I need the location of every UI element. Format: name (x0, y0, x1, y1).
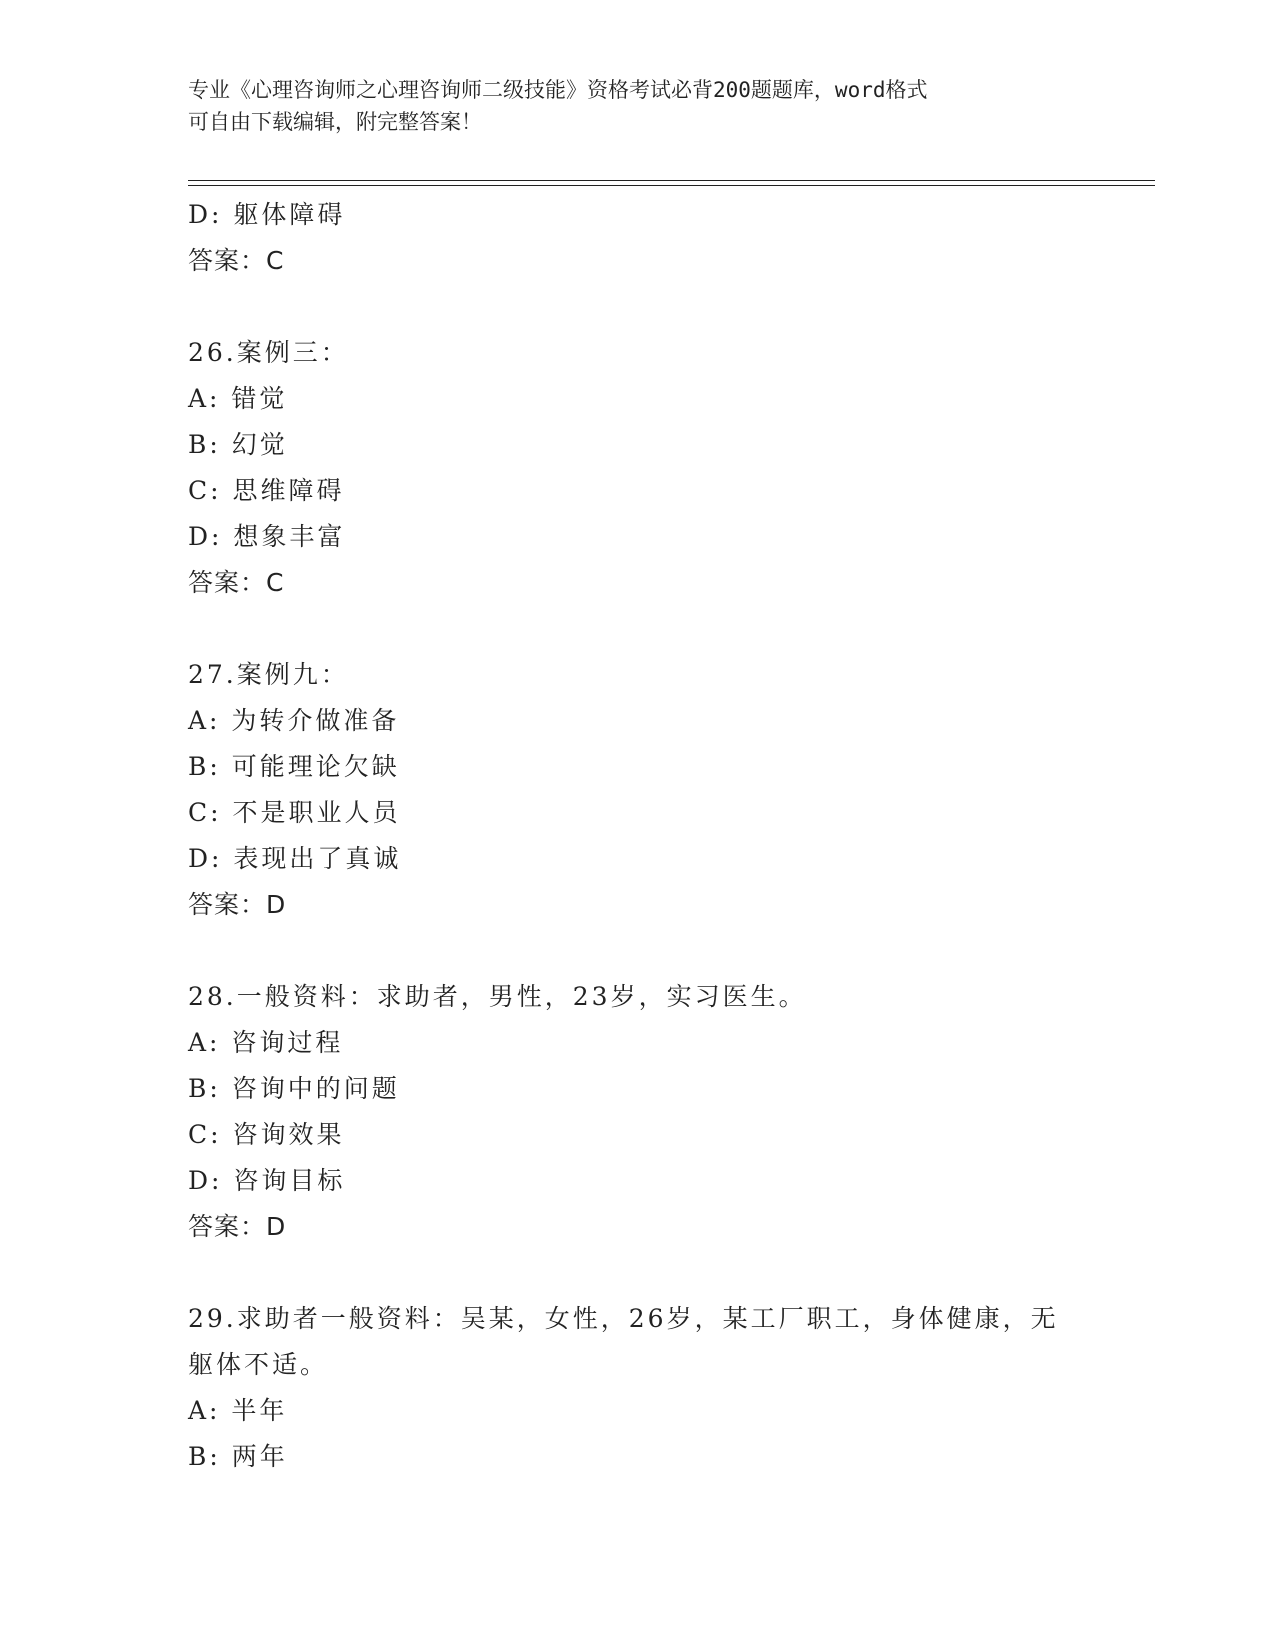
answer: 答案：C (188, 568, 285, 597)
question-text: 27.案例九： (188, 660, 349, 689)
option-d: D: 想象丰富 (188, 522, 346, 551)
question-28 (188, 974, 1088, 1250)
option-d: D: 躯体障碍 (188, 200, 346, 229)
option-b: B: 咨询中的问题 (188, 1074, 400, 1103)
option-a: A: 咨询过程 (188, 1028, 344, 1057)
question-29 (188, 1296, 1088, 1480)
document-header (188, 74, 1088, 138)
option-d: D: 咨询目标 (188, 1166, 346, 1195)
header-divider-bottom (188, 185, 1155, 186)
spacer (188, 928, 1088, 974)
question-text-line-1: 29.求助者一般资料：吴某，女性，26岁，某工厂职工，身体健康，无 (188, 1304, 1059, 1333)
option-a: A: 为转介做准备 (188, 706, 400, 735)
option-c: C: 不是职业人员 (188, 798, 401, 827)
question-26 (188, 330, 1088, 606)
option-b: B: 两年 (188, 1442, 288, 1471)
option-a: A: 半年 (188, 1396, 288, 1425)
answer: 答案：D (188, 890, 287, 919)
header-title-line-1: 专业《心理咨询师之心理咨询师二级技能》资格考试必背200题题库，word格式 (188, 78, 928, 102)
question-text-line-2: 躯体不适。 (188, 1350, 329, 1379)
header-title-line-2: 可自由下载编辑，附完整答案！ (188, 110, 482, 134)
answer: 答案：D (188, 1212, 287, 1241)
header-divider-top (188, 180, 1155, 181)
answer: 答案：C (188, 246, 285, 275)
question-25 (188, 192, 1088, 284)
question-text: 26.案例三： (188, 338, 349, 367)
option-b: B: 可能理论欠缺 (188, 752, 400, 781)
option-b: B: 幻觉 (188, 430, 288, 459)
spacer (188, 606, 1088, 652)
question-27 (188, 652, 1088, 928)
option-c: C: 咨询效果 (188, 1120, 345, 1149)
option-c: C: 思维障碍 (188, 476, 345, 505)
question-list (188, 192, 1088, 1480)
option-d: D: 表现出了真诚 (188, 844, 402, 873)
spacer (188, 1250, 1088, 1296)
spacer (188, 284, 1088, 330)
option-a: A: 错觉 (188, 384, 288, 413)
question-text: 28.一般资料：求助者，男性，23岁，实习医生。 (188, 982, 807, 1011)
